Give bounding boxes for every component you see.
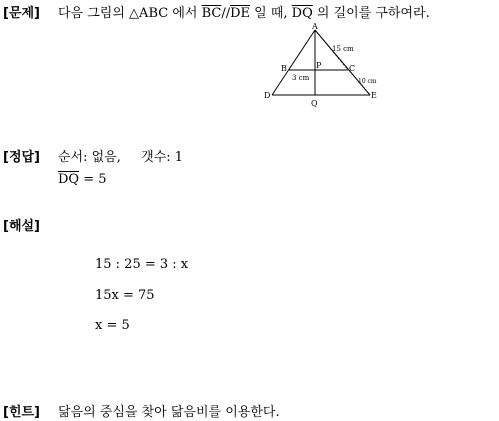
answer-tag: [정답] [3, 150, 40, 165]
triangle-figure [258, 20, 388, 112]
solution-line-3: x = 5 [95, 318, 130, 333]
length-bp: 3 cm [292, 74, 310, 82]
hint-tag: [힌트] [3, 405, 40, 420]
segment-de: $\overline{DE}$ [230, 6, 250, 21]
problem-text-c: 의 길이를 구하여라. [312, 6, 430, 21]
label-b: B [281, 64, 287, 73]
problem-tag: [문제] [3, 6, 40, 21]
length-ce: 10 cm [358, 78, 377, 85]
problem-text-a: 다음 그림의 △ABC 에서 [58, 6, 202, 21]
answer-order: 순서: 없음, [58, 150, 121, 165]
problem-text-b: 일 때, [250, 6, 292, 21]
answer-meta [58, 146, 183, 165]
solution-line-1: 15 : 25 = 3 : x [95, 257, 189, 272]
answer-count: 갯수: 1 [141, 150, 184, 165]
hint-text: 닮음의 중심을 찾아 닮음비를 이용한다. [58, 405, 280, 420]
answer-equals: = 5 [79, 172, 107, 187]
label-c: C [349, 64, 356, 73]
label-e: E [371, 91, 377, 100]
label-p: P [316, 61, 322, 70]
segment-bc: $\overline{BC}$ [201, 6, 222, 21]
solution-tag: [해설] [3, 219, 40, 234]
label-a: A [312, 22, 318, 31]
side-ad [272, 30, 315, 95]
label-d: D [264, 91, 271, 100]
solution-line-2: 15x = 75 [95, 288, 155, 303]
parallel-symbol: // [221, 6, 231, 21]
segment-dq: $\overline{DQ}$ [291, 6, 313, 21]
length-ac: 15 cm [332, 45, 354, 53]
label-q: Q [311, 99, 318, 108]
answer-value [58, 172, 107, 187]
problem-statement [58, 2, 430, 21]
answer-segment-dq: $\overline{DQ}$ [58, 172, 80, 187]
